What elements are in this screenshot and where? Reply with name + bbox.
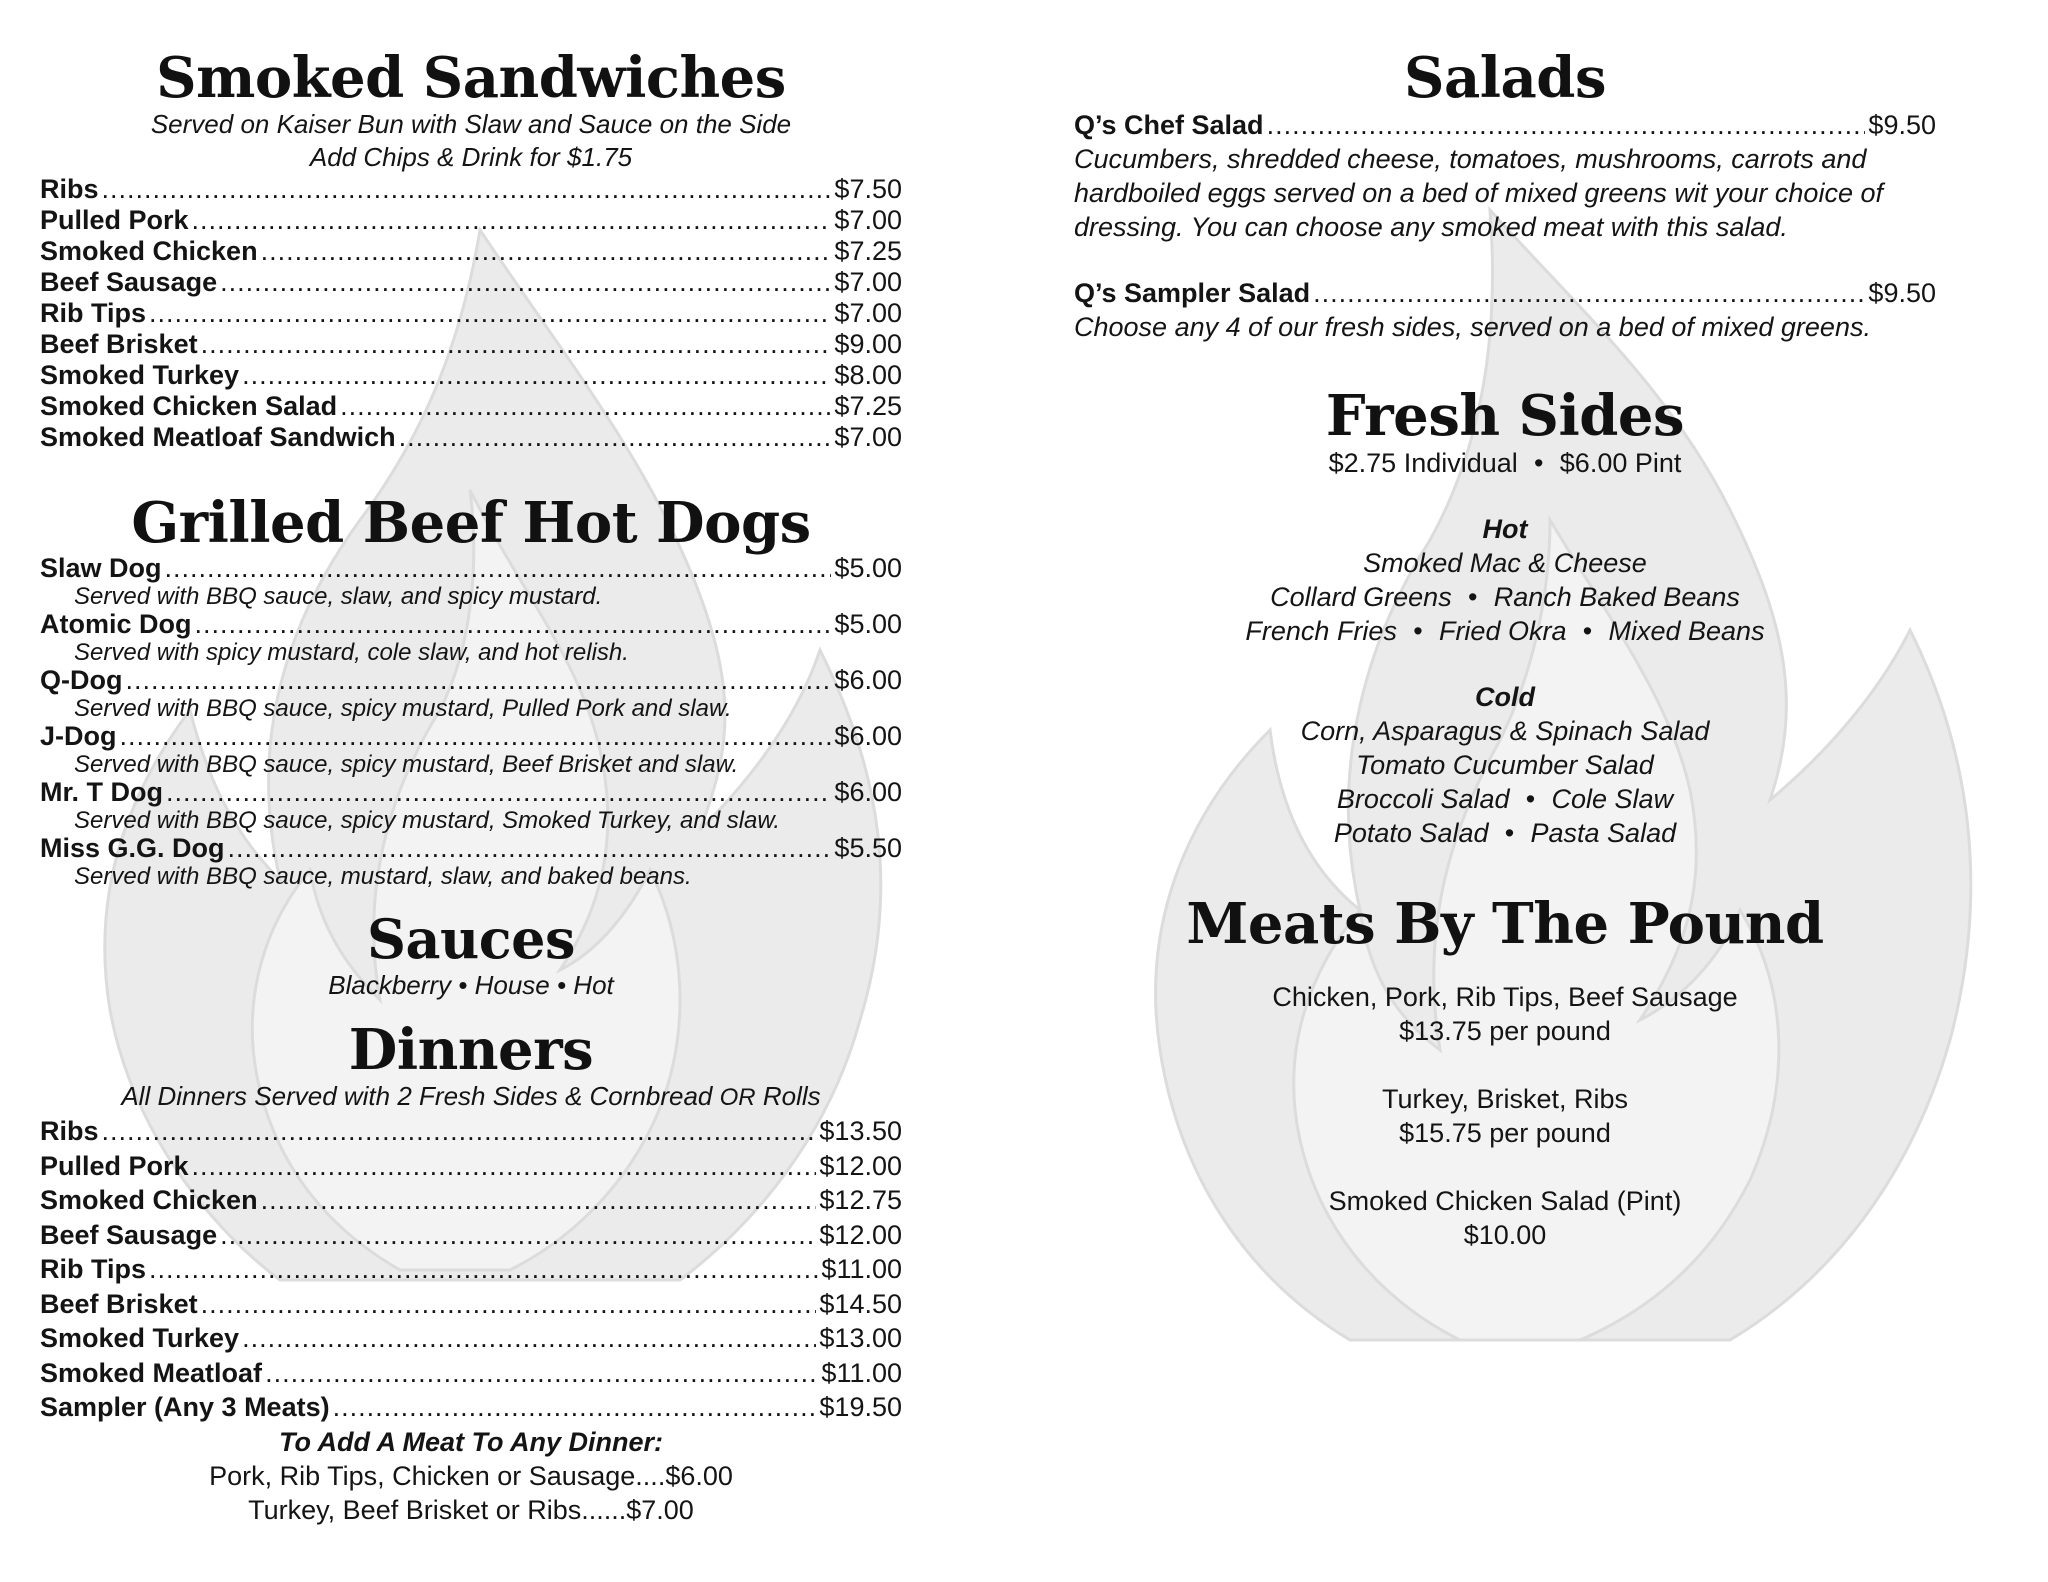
fresh-sides-prices — [1070, 446, 1940, 480]
item-name: Smoked Meatloaf — [40, 1357, 263, 1388]
dot-leader — [165, 553, 832, 584]
item-price: $8.00 — [834, 360, 902, 390]
menu-item — [40, 422, 902, 453]
item-description: Served with BBQ sauce, spicy mustard, Smoked Turkey, and slaw. — [74, 807, 781, 834]
meats-by-pound-list — [1070, 980, 1940, 1252]
item-price: $6.00 — [834, 777, 902, 807]
menu-item — [40, 1287, 902, 1322]
bullet-separator: • — [1534, 448, 1544, 478]
side-item: Cole Slaw — [1551, 784, 1674, 814]
item-price: $12.00 — [819, 1219, 902, 1250]
dot-leader — [125, 665, 831, 696]
dot-leader — [201, 1287, 817, 1322]
item-name: Pulled Pork — [40, 205, 189, 235]
dot-leader — [228, 833, 832, 864]
dot-leader — [242, 360, 831, 391]
item-name: Beef Sausage — [40, 267, 218, 297]
item-name: Sampler (Any 3 Meats) — [40, 1392, 330, 1422]
smoked-sandwiches-title: Smoked Sandwiches — [156, 45, 786, 111]
item-price: $13.50 — [819, 1116, 902, 1146]
dot-leader — [1267, 108, 1866, 142]
side-item: Corn, Asparagus & Spinach Salad — [1300, 716, 1710, 746]
bullet-separator: • — [1467, 582, 1478, 612]
menu-item — [40, 174, 902, 205]
dot-leader — [201, 329, 832, 360]
dot-leader — [149, 298, 831, 329]
meat-group — [1070, 1184, 1940, 1252]
salad-item — [1070, 276, 1940, 344]
menu-item — [40, 1356, 902, 1391]
dot-leader — [261, 1183, 817, 1218]
item-name: Q’s Chef Salad — [1074, 110, 1264, 140]
side-row — [1070, 714, 1940, 748]
side-row — [1070, 816, 1940, 850]
item-description: Served with BBQ sauce, slaw, and spicy mustard. — [74, 583, 603, 610]
item-price: $12.00 — [819, 1150, 902, 1181]
item-name: Smoked Turkey — [40, 1323, 240, 1353]
dot-leader — [195, 609, 832, 640]
menu-item — [40, 1218, 902, 1253]
sauces-title: Sauces — [367, 907, 575, 971]
meat-group-price: $15.75 per pound — [1399, 1118, 1611, 1148]
item-price: $19.50 — [819, 1392, 902, 1422]
dot-leader — [220, 1218, 816, 1253]
hot-dogs-list — [40, 553, 902, 889]
menu-item — [40, 665, 902, 721]
dot-leader — [192, 205, 832, 236]
item-price: $6.00 — [834, 721, 902, 751]
menu-item — [40, 298, 902, 329]
meat-group-items: Chicken, Pork, Rib Tips, Beef Sausage — [1272, 982, 1738, 1012]
item-price: $5.50 — [834, 833, 902, 863]
item-price: $7.50 — [834, 174, 902, 204]
item-price: $9.50 — [1868, 110, 1936, 140]
item-description: Served with spicy mustard, cole slaw, and hot relish. — [74, 639, 629, 666]
cold-sides-list — [1070, 714, 1940, 850]
item-price: $7.00 — [834, 298, 902, 328]
dinners-title: Dinners — [348, 1017, 594, 1083]
item-description: Served with BBQ sauce, mustard, slaw, and baked beans. — [74, 863, 692, 890]
dot-leader — [265, 1356, 818, 1391]
bullet-separator: • — [1504, 818, 1515, 848]
side-item: Fried Okra — [1438, 616, 1567, 646]
dot-leader — [333, 1390, 817, 1425]
dot-leader — [1313, 276, 1865, 310]
dinners-subtitle-or: OR — [719, 1084, 756, 1111]
item-name: Smoked Chicken — [40, 236, 258, 266]
side-item: Collard Greens — [1270, 582, 1452, 612]
item-name: Rib Tips — [40, 1254, 147, 1284]
item-name: Q’s Sampler Salad — [1074, 278, 1311, 308]
dot-leader — [242, 1321, 816, 1356]
dot-leader — [261, 236, 832, 267]
menu-item — [40, 553, 902, 609]
item-price: $12.75 — [819, 1185, 902, 1215]
menu-item — [40, 1149, 902, 1184]
side-row — [1070, 748, 1940, 782]
meat-group-items: Turkey, Brisket, Ribs — [1381, 1084, 1629, 1114]
meat-group-price: $10.00 — [1463, 1220, 1547, 1250]
item-name: Miss G.G. Dog — [40, 833, 225, 863]
menu-item — [40, 833, 902, 889]
cold-sides-label: Cold — [1475, 682, 1535, 712]
hot-sides-list — [1070, 546, 1940, 648]
item-price: $9.50 — [1868, 278, 1936, 308]
fresh-sides-title: Fresh Sides — [1325, 383, 1685, 449]
smoked-sandwiches-subtitle: Served on Kaiser Bun with Slaw and Sauce on the Side — [150, 109, 792, 139]
menu-item — [40, 1252, 902, 1287]
menu-item — [40, 777, 902, 833]
dinners-subtitle-text-end: Rolls — [755, 1081, 821, 1111]
menu-item — [40, 267, 902, 298]
item-price: $11.00 — [821, 1254, 902, 1284]
item-price: $6.00 — [834, 665, 902, 695]
bullet-separator: • — [1582, 616, 1593, 646]
dot-leader — [120, 721, 832, 752]
add-meat-line: Turkey, Beef Brisket or Ribs......$7.00 — [248, 1494, 694, 1525]
item-name: J-Dog — [40, 721, 117, 751]
item-description: Served with BBQ sauce, spicy mustard, Beef Brisket and slaw. — [74, 751, 739, 778]
sauces-list: Blackberry • House • Hot — [328, 970, 614, 1000]
side-item: Pasta Salad — [1530, 818, 1677, 848]
menu-item — [40, 360, 902, 391]
item-description: Choose any 4 of our fresh sides, served on a bed of mixed greens. — [1074, 312, 1871, 342]
item-description: Served with BBQ sauce, spicy mustard, Pulled Pork and slaw. — [74, 695, 732, 722]
item-price: $7.00 — [834, 422, 902, 452]
smoked-sandwiches-list — [40, 174, 902, 453]
item-price: $7.00 — [834, 205, 902, 235]
dot-leader — [102, 174, 832, 205]
salad-item — [1070, 108, 1940, 244]
item-name: Pulled Pork — [40, 1150, 189, 1181]
item-name: Beef Brisket — [40, 329, 198, 359]
meat-group — [1070, 1082, 1940, 1150]
item-name: Smoked Turkey — [40, 360, 240, 390]
item-name: Rib Tips — [40, 298, 147, 328]
side-item: Broccoli Salad — [1336, 784, 1510, 814]
item-price: $5.00 — [834, 553, 902, 583]
item-price: $11.00 — [821, 1357, 902, 1388]
bullet-separator: • — [1525, 784, 1536, 814]
item-price: $7.00 — [834, 267, 902, 297]
menu-item — [40, 236, 902, 267]
side-row — [1070, 782, 1940, 816]
menu-item — [40, 609, 902, 665]
meats-by-pound-title: Meats By The Pound — [1186, 891, 1824, 957]
dot-leader — [220, 267, 831, 298]
side-item: Mixed Beans — [1608, 616, 1765, 646]
item-name: Beef Sausage — [40, 1219, 218, 1250]
item-name: Q-Dog — [40, 665, 123, 695]
item-price: $14.50 — [819, 1288, 902, 1319]
item-name: Smoked Chicken Salad — [40, 391, 338, 421]
bullet-separator: • — [1413, 616, 1423, 646]
menu-item — [40, 1321, 902, 1356]
side-item: Potato Salad — [1333, 818, 1489, 848]
menu-item — [40, 721, 902, 777]
dinners-subtitle-text: All Dinners Served with 2 Fresh Sides & Cornbread — [121, 1081, 720, 1111]
salads-title: Salads — [1404, 45, 1606, 111]
left-page — [40, 0, 902, 1527]
dot-leader — [166, 777, 831, 808]
right-page — [1070, 0, 1940, 1286]
dot-leader — [149, 1252, 818, 1287]
dot-leader — [192, 1149, 817, 1184]
item-name: Ribs — [40, 1116, 99, 1146]
item-price: $5.00 — [834, 609, 902, 639]
side-item: Tomato Cucumber Salad — [1356, 750, 1654, 780]
add-meat-line: Pork, Rib Tips, Chicken or Sausage....$6.00 — [209, 1460, 733, 1491]
side-item: Ranch Baked Beans — [1493, 582, 1740, 612]
side-row — [1070, 546, 1940, 580]
item-name: Beef Brisket — [40, 1288, 198, 1319]
side-item: French Fries — [1245, 616, 1397, 646]
item-price: $7.25 — [834, 391, 902, 421]
menu-item — [40, 391, 902, 422]
dot-leader — [102, 1114, 817, 1149]
price-pint: $6.00 Pint — [1559, 448, 1682, 478]
item-price: $7.25 — [834, 236, 902, 266]
item-description: Cucumbers, shredded cheese, tomatoes, mushrooms, carrots and hardboiled eggs served on a bed of mixed greens wit your choice of dressing. You can choose any smoked meat with this salad. — [1074, 144, 1883, 242]
smoked-sandwiches-note: Add Chips & Drink for $1.75 — [309, 142, 633, 172]
side-item: Smoked Mac & Cheese — [1363, 548, 1647, 578]
dot-leader — [399, 422, 832, 453]
side-row — [1070, 614, 1940, 648]
hot-dogs-title: Grilled Beef Hot Dogs — [131, 490, 811, 556]
side-row — [1070, 580, 1940, 614]
menu-item — [40, 205, 902, 236]
item-name: Mr. T Dog — [40, 777, 163, 807]
meat-group — [1070, 980, 1940, 1048]
item-name: Atomic Dog — [40, 609, 192, 639]
add-meat-heading: To Add A Meat To Any Dinner: — [279, 1426, 663, 1457]
menu-item — [40, 1390, 902, 1425]
item-price: $13.00 — [819, 1323, 902, 1353]
dot-leader — [340, 391, 831, 422]
menu-item — [40, 1183, 902, 1218]
dinners-list — [40, 1114, 902, 1425]
price-individual: $2.75 Individual — [1328, 448, 1518, 478]
hot-sides-label: Hot — [1482, 514, 1528, 544]
meat-group-price: $13.75 per pound — [1399, 1016, 1611, 1046]
item-name: Smoked Meatloaf Sandwich — [40, 422, 396, 452]
dinners-subtitle — [40, 1080, 902, 1114]
menu-item — [40, 329, 902, 360]
meat-group-items: Smoked Chicken Salad (Pint) — [1328, 1186, 1682, 1216]
menu-item — [40, 1114, 902, 1149]
item-name: Ribs — [40, 174, 99, 204]
item-name: Smoked Chicken — [40, 1185, 258, 1215]
item-name: Slaw Dog — [40, 553, 162, 583]
item-price: $9.00 — [834, 329, 902, 359]
